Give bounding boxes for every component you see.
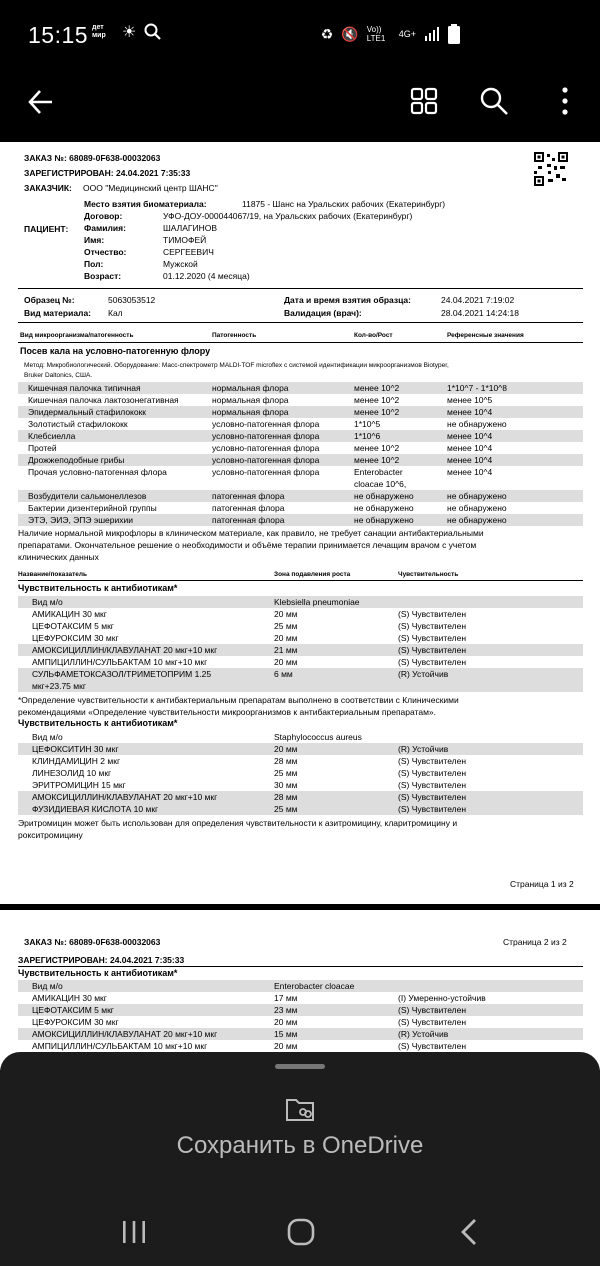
table-cell: Enterobacter xyxy=(354,467,403,477)
table-cell: 30 мм xyxy=(274,780,298,790)
table-cell: (S) Чувствителен xyxy=(398,657,467,667)
table-cell: Кишечная палочка типичная xyxy=(28,383,141,393)
divider xyxy=(18,322,583,323)
table-cell: условно-патогенная флора xyxy=(212,455,320,465)
table-cell: АМПИЦИЛЛИН/СУЛЬБАКТАМ 10 мкг+10 мкг xyxy=(32,657,208,667)
note-text: рокситромицину xyxy=(18,830,83,840)
table-row xyxy=(18,755,583,767)
table-cell: ФУЗИДИЕВАЯ КИСЛОТА 10 мкг xyxy=(32,804,159,814)
signal-icon xyxy=(424,26,440,42)
table-cell: (R) Устойчив xyxy=(398,744,449,754)
table-cell: АМИКАЦИН 30 мкг xyxy=(32,609,107,619)
table-cell: менее 10^2 xyxy=(354,395,400,405)
table-row xyxy=(18,668,583,680)
note-text: препаратами. Окончательное решение о необходимости и объёме терапии принимается лечащим врачом с учетом xyxy=(18,540,477,550)
patient-field-label: Пол: xyxy=(84,259,104,269)
back-arrow-icon[interactable] xyxy=(27,88,55,116)
table-cell: (S) Чувствителен xyxy=(398,768,467,778)
table-row xyxy=(18,731,583,743)
table-row xyxy=(18,478,583,490)
table-row xyxy=(18,779,583,791)
table-cell: не обнаружено xyxy=(447,515,507,525)
patient-field-value: СЕРГЕЕВИЧ xyxy=(163,247,214,257)
table-row xyxy=(18,430,583,442)
table-cell: менее 10^4 xyxy=(447,443,493,453)
table-cell: 28 мм xyxy=(274,792,298,802)
patient-field-label: Место взятия биоматериала: xyxy=(84,199,207,209)
table-row xyxy=(18,406,583,418)
table-cell: нормальная флора xyxy=(212,395,289,405)
table-cell: КЛИНДАМИЦИН 2 мкг xyxy=(32,756,121,766)
sample-label: Образец №: xyxy=(24,295,75,305)
note-text: Наличие нормальной микрофлоры в клиническом материале, как правило, не требует санации антибактериальными xyxy=(18,528,484,538)
table-cell: менее 10^4 xyxy=(447,407,493,417)
table-row xyxy=(18,980,583,992)
onedrive-folder-icon[interactable] xyxy=(285,1096,315,1124)
table-row xyxy=(18,767,583,779)
table-cell: ЭРИТРОМИЦИН 15 мкг xyxy=(32,780,126,790)
registered-date: ЗАРЕГИСТРИРОВАН: 24.04.2021 7:35:33 xyxy=(24,168,191,178)
status-bar xyxy=(0,0,600,72)
table-cell: 25 мм xyxy=(274,621,298,631)
table-row xyxy=(18,743,583,755)
page-number: Страница 2 из 2 xyxy=(503,937,567,947)
table-cell: нормальная флора xyxy=(212,407,289,417)
search-status-icon xyxy=(144,23,162,41)
table2-header-sensitivity: Чувствительность xyxy=(398,571,459,578)
patient-field-value: 01.12.2020 (4 месяца) xyxy=(163,271,250,281)
table-cell: 20 мм xyxy=(274,1041,298,1051)
table-row xyxy=(18,490,583,502)
order-number: ЗАКАЗ №: 68089-0F638-00032063 xyxy=(24,937,161,947)
table-cell: не обнаружено xyxy=(354,491,414,501)
table-cell: Золотистый стафилококк xyxy=(28,419,128,429)
table-cell: СУЛЬФАМЕТОКСАЗОЛ/ТРИМЕТОПРИМ 1.25 xyxy=(32,669,212,679)
table-cell: АМОКСИЦИЛЛИН/КЛАВУЛАНАТ 20 мкг+10 мкг xyxy=(32,792,218,802)
table-row xyxy=(18,514,583,526)
patient-field-label: Договор: xyxy=(84,211,123,221)
table-cell: АМПИЦИЛЛИН/СУЛЬБАКТАМ 10 мкг+10 мкг xyxy=(32,1041,208,1051)
section-title-flora: Посев кала на условно-патогенную флору xyxy=(20,346,211,356)
table-cell: 6 мм xyxy=(274,669,293,679)
table-cell: Вид м/о xyxy=(32,981,63,991)
taken-label: Дата и время взятия образца: xyxy=(284,295,411,305)
table-cell: 20 мм xyxy=(274,609,298,619)
mute-icon: 🔇 xyxy=(341,25,359,42)
table-cell: Протей xyxy=(28,443,57,453)
table-cell: Эпидермальный стафилококк xyxy=(28,407,147,417)
table-cell: Klebsiella pneumoniae xyxy=(274,597,360,607)
table-cell: не обнаружено xyxy=(447,419,507,429)
registered-date: ЗАРЕГИСТРИРОВАН: 24.04.2021 7:35:33 xyxy=(18,955,185,965)
order-number: ЗАКАЗ №: 68089-0F638-00032063 xyxy=(24,153,161,163)
table1-header-reference: Референсные значения xyxy=(447,332,524,339)
network-label: 4G+ xyxy=(398,29,416,39)
table-cell: не обнаружено xyxy=(354,515,414,525)
divider xyxy=(18,580,583,581)
recent-apps-icon[interactable] xyxy=(121,1220,147,1244)
patient-field-value: УФО-ДОУ-000044067/19, на Уральских рабочих (Екатеринбург) xyxy=(163,211,413,221)
table-cell: (S) Чувствителен xyxy=(398,645,467,655)
table-cell: условно-патогенная флора xyxy=(212,443,320,453)
table-cell: (I) Умеренно-устойчив xyxy=(398,993,486,1003)
table-cell: ЦЕФОТАКСИМ 5 мкг xyxy=(32,621,114,631)
table-cell: менее 10^4 xyxy=(447,431,493,441)
section-title-antibiotics: Чувствительность к антибиотикам* xyxy=(18,718,178,728)
patient-label: ПАЦИЕНТ: xyxy=(24,224,69,234)
table-cell: 1*10^6 xyxy=(354,431,381,441)
table-cell: (R) Устойчив xyxy=(398,669,449,679)
table-cell: (S) Чувствителен xyxy=(398,609,467,619)
table-cell: cloacae 10^6, xyxy=(354,479,407,489)
sheet-drag-handle[interactable] xyxy=(275,1064,325,1069)
material-label: Вид материала: xyxy=(24,308,92,318)
document-page-2 xyxy=(0,910,600,1070)
table-row xyxy=(18,992,583,1004)
patient-field-label: Отчество: xyxy=(84,247,127,257)
table-cell: Бактерии дизентерийной группы xyxy=(28,503,157,513)
table-cell: мкг+23.75 мкг xyxy=(32,681,86,691)
document-page-1 xyxy=(0,142,600,904)
table-cell: 28 мм xyxy=(274,756,298,766)
table-cell: 20 мм xyxy=(274,1017,298,1027)
validated-label: Валидация (врач): xyxy=(284,308,362,318)
method-text: Метод: Микробиологический. Оборудование: Масс-спектрометр MALDI-TOF microflex с системой идентификации микроорганизмов Biotyper, xyxy=(24,362,449,369)
taken-value: 24.04.2021 7:19:02 xyxy=(441,295,515,305)
material-value: Кал xyxy=(108,308,123,318)
table-cell: (R) Устойчив xyxy=(398,1029,449,1039)
table-cell: ЛИНЕЗОЛИД 10 мкг xyxy=(32,768,112,778)
table-cell: условно-патогенная флора xyxy=(212,431,320,441)
table-row xyxy=(18,442,583,454)
table1-header-organism: Вид микроорганизма/патогенность xyxy=(20,332,134,339)
table-cell: Вид м/о xyxy=(32,732,63,742)
table-row xyxy=(18,466,583,478)
patient-field-label: Возраст: xyxy=(84,271,122,281)
table-cell: Кишечная палочка лактозонегативная xyxy=(28,395,179,405)
table-cell: (S) Чувствителен xyxy=(398,1005,467,1015)
table-cell: патогенная флора xyxy=(212,503,285,513)
table-cell: условно-патогенная флора xyxy=(212,467,320,477)
table-cell: менее 10^4 xyxy=(447,455,493,465)
section-title-antibiotics: Чувствительность к антибиотикам* xyxy=(18,583,178,593)
table-row xyxy=(18,632,583,644)
table-cell: 23 мм xyxy=(274,1005,298,1015)
table-row xyxy=(18,1004,583,1016)
table-cell: 1*10^7 - 1*10^8 xyxy=(447,383,507,393)
status-time: 15:15 xyxy=(28,22,89,48)
table-row xyxy=(18,1028,583,1040)
table-row xyxy=(18,656,583,668)
table-cell: патогенная флора xyxy=(212,491,285,501)
table-cell: АМИКАЦИН 30 мкг xyxy=(32,993,107,1003)
table-cell: менее 10^2 xyxy=(354,455,400,465)
table-row xyxy=(18,608,583,620)
recycle-icon: ♻ xyxy=(320,25,334,42)
table-cell: (S) Чувствителен xyxy=(398,780,467,790)
table-row xyxy=(18,644,583,656)
grid-view-icon[interactable] xyxy=(410,87,438,115)
table-cell: (S) Чувствителен xyxy=(398,756,467,766)
table-row xyxy=(18,394,583,406)
table-cell: менее 10^5 xyxy=(447,395,493,405)
patient-field-label: Имя: xyxy=(84,235,105,245)
validated-value: 28.04.2021 14:24:18 xyxy=(441,308,519,318)
divider xyxy=(18,342,583,343)
weather-icon: ☀ xyxy=(122,24,137,41)
back-nav-icon[interactable] xyxy=(460,1218,478,1246)
table-cell: Возбудители сальмонеллезов xyxy=(28,491,147,501)
table-row xyxy=(18,418,583,430)
table-cell: условно-патогенная флора xyxy=(212,419,320,429)
table-cell: менее 10^2 xyxy=(354,407,400,417)
table-row xyxy=(18,502,583,514)
patient-field-value: Мужской xyxy=(163,259,198,269)
table-cell: нормальная флора xyxy=(212,383,289,393)
table-cell: 25 мм xyxy=(274,768,298,778)
patient-field-value: ТИМОФЕЙ xyxy=(163,235,207,245)
customer-label: ЗАКАЗЧИК: xyxy=(24,183,72,193)
table-cell: менее 10^2 xyxy=(354,443,400,453)
table-cell: (S) Чувствителен xyxy=(398,792,467,802)
home-icon[interactable] xyxy=(287,1218,315,1246)
note-text: клинических данных xyxy=(18,552,99,562)
table-cell: (S) Чувствителен xyxy=(398,633,467,643)
battery-icon xyxy=(448,24,460,44)
table-cell: Вид м/о xyxy=(32,597,63,607)
table-cell: Клебсиелла xyxy=(28,431,76,441)
patient-field-label: Фамилия: xyxy=(84,223,126,233)
method-text-2: Bruker Daltonics, США. xyxy=(24,372,93,379)
search-icon[interactable] xyxy=(479,86,509,116)
table-cell: (S) Чувствителен xyxy=(398,804,467,814)
table-cell: 15 мм xyxy=(274,1029,298,1039)
table-row xyxy=(18,382,583,394)
table-row xyxy=(18,1040,583,1052)
table-cell: АМОКСИЦИЛЛИН/КЛАВУЛАНАТ 20 мкг+10 мкг xyxy=(32,1029,218,1039)
table-cell: не обнаружено xyxy=(447,503,507,513)
sample-value: 5063053512 xyxy=(108,295,156,305)
table-cell: 21 мм xyxy=(274,645,298,655)
more-options-icon[interactable] xyxy=(560,86,570,116)
table1-header-pathogenicity: Патогенность xyxy=(212,332,257,339)
table-row xyxy=(18,1016,583,1028)
table-row xyxy=(18,596,583,608)
patient-field-value: 11875 - Шанс на Уральских рабочих (Екатеринбург) xyxy=(242,199,446,209)
table-row xyxy=(18,454,583,466)
table2-header-zone: Зона подавления роста xyxy=(274,571,351,578)
table-cell: 20 мм xyxy=(274,744,298,754)
app-badge-icon: дет мир xyxy=(92,24,106,39)
patient-field-value: ШАЛАГИНОВ xyxy=(163,223,218,233)
table-cell: менее 10^4 xyxy=(447,467,493,477)
table-cell: 20 мм xyxy=(274,633,298,643)
table-cell: ЦЕФУРОКСИМ 30 мкг xyxy=(32,1017,119,1027)
section-title-antibiotics: Чувствительность к антибиотикам* xyxy=(18,968,178,978)
app-bar xyxy=(0,72,600,142)
table-cell: 17 мм xyxy=(274,993,298,1003)
save-to-onedrive-option[interactable]: Сохранить в OneDrive xyxy=(176,1132,424,1159)
table-cell: Staphylococcus aureus xyxy=(274,732,362,742)
table-cell: менее 10^2 xyxy=(354,383,400,393)
table-cell: Дрожжеподобные грибы xyxy=(28,455,125,465)
table-row xyxy=(18,803,583,815)
table-row xyxy=(18,680,583,692)
table2-header-name: Название/показатель xyxy=(18,571,88,578)
table-cell: Enterobacter cloacae xyxy=(274,981,355,991)
customer-value: ООО "Медицинский центр ШАНС" xyxy=(83,183,218,193)
table-row xyxy=(18,791,583,803)
qr-code-icon xyxy=(534,152,568,186)
table-cell: (S) Чувствителен xyxy=(398,621,467,631)
table-cell: не обнаружено xyxy=(447,491,507,501)
table-cell: (S) Чувствителен xyxy=(398,1041,467,1051)
note-text: *Определение чувствительности к антибактериальным препаратам выполнено в соответствии с Клиническими xyxy=(18,695,459,705)
table-cell: 25 мм xyxy=(274,804,298,814)
table-cell: ЭТЭ, ЭИЭ, ЭПЭ эшерихии xyxy=(28,515,133,525)
system-nav-bar xyxy=(0,1192,600,1266)
table1-header-count: Кол-во/Рост xyxy=(354,332,393,339)
note-text: Эритромицин может быть использован для определения чувствительности к азитромицину, кларитромицину и xyxy=(18,818,458,828)
table-cell: 1*10^5 xyxy=(354,419,381,429)
table-cell: (S) Чувствителен xyxy=(398,1017,467,1027)
table-cell: ЦЕФОТАКСИМ 5 мкг xyxy=(32,1005,114,1015)
page-number: Страница 1 из 2 xyxy=(510,879,574,889)
table-cell: не обнаружено xyxy=(354,503,414,513)
note-text: рекомендациями «Определение чувствительности микроорганизмов к антибактериальным препаратам». xyxy=(18,707,437,717)
divider xyxy=(18,288,583,289)
table-cell: ЦЕФУРОКСИМ 30 мкг xyxy=(32,633,119,643)
table-cell: патогенная флора xyxy=(212,515,285,525)
divider xyxy=(18,966,583,967)
table-cell: 20 мм xyxy=(274,657,298,667)
table-cell: АМОКСИЦИЛЛИН/КЛАВУЛАНАТ 20 мкг+10 мкг xyxy=(32,645,218,655)
volte-label: Vo)) LTE1 xyxy=(366,25,386,43)
table-cell: Прочая условно-патогенная флора xyxy=(28,467,167,477)
table-row xyxy=(18,620,583,632)
table-cell: ЦЕФОКСИТИН 30 мкг xyxy=(32,744,119,754)
